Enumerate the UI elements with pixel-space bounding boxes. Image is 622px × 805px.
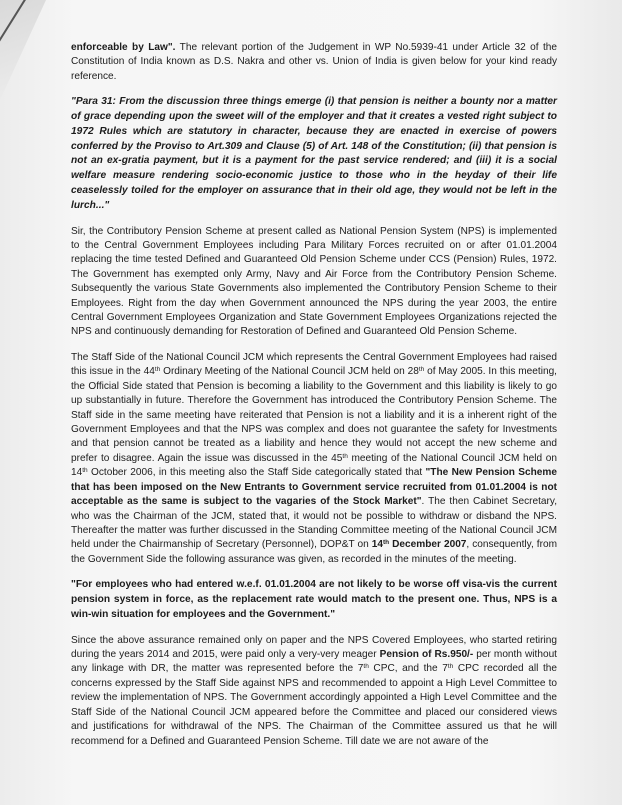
text-span: CPC, and the 7 <box>368 663 448 675</box>
text-span: . The then Cabinet Secretary, who was the Chairman of the JCM, stated that, it would not be possible to withdraw or disband the NPS. Thereafter the matter was further discussed in the Standing Committee meeting of the National Council JCM held under the Chairmanship of Secretary (Personnel), DOP&T on <box>71 496 557 551</box>
bold-date <box>372 539 467 550</box>
bold-phrase: Pension of Rs.950/- <box>379 648 474 660</box>
text-span: 14 <box>371 539 383 551</box>
superscript: th <box>418 366 425 374</box>
paragraph-jcm-history <box>71 351 557 567</box>
paragraph-7th-cpc <box>71 634 557 749</box>
text-span: Ordinary Meeting of the National Council JCM held on 28 <box>160 366 419 378</box>
text-span: CPC recorded all the concerns expressed by the Staff Side against NPS and recommended to appoint a High Level Committee to review the implementation of NPS. The Government accordingly appointed a High Level Committee and the Staff Side of the National Council JCM appeared before the Committee and placed our considered views and justifications for withdrawal of the NPS. The Chairman of the Committee assured us that he will recommend for a Defined and Guaranteed Pension Scheme. Till date we are not aware of the <box>71 663 557 747</box>
paragraph-nps-intro: Sir, the Contributory Pension Scheme at present called as National Pension System (NPS) is implemented to the Central Government Employees including Para Military Forces recruited on or after 01.01.2004 replacing the time tested Defined and Guaranteed Old Pension Scheme under CCS (Pension) Rules, 1972. The Government has exempted only Army, Navy and Air Force from the Contributory Pension Scheme. Subsequently the various State Governments also implemented the Contributory Pension Scheme to their Employees. Right from the day when Government announced the NPS during the year 2003, the entire Central Government Employees Organization and State Government Employees Organizations rejected the NPS and continuously demanding for Restoration of Defined and Guaranteed Old Pension Scheme. <box>71 225 557 338</box>
superscript: th <box>82 467 88 475</box>
text-span: of May 2005. In this meeting, the Official Side stated that Pension is becoming a liability to the Government and this liability is likely to go up substantially in future. Therefore the Government has introduced the Contributory Pension Scheme. The Staff side in the same meeting have reiterated that Pension is not a liability and it is a inherent right of the Government Employees and that the NPS was complex and does not guarantee the safety for Investments and that pension cannot be treated as a liability and hence they would not accept the new scheme and prefer to disagree. Again the issue was discussed in the 45 <box>71 366 557 464</box>
paragraph-text: The relevant portion of the Judgement in WP No.5939-41 under Article 32 of the Constitution of India known as D.S. Nakra and other vs. Union of India is given below for your kind ready reference. <box>71 42 557 82</box>
bold-phrase: "The New Pension Scheme that has been imposed on the New Entrants to Government service recruited from 01.01.2004 is not acceptable as the same is subject to the vagaries of the Stock Market" <box>71 467 558 508</box>
superscript: th <box>154 366 161 374</box>
quote-para-31: "Para 31: From the discussion three things emerge (i) that pension is neither a bounty nor a matter of grace depending upon the sweet will of the employer and that it creates a vested right subject to 1972 Rules which are statutory in character, because they are enacted in exercise of powers conferred by the Proviso to Art.309 and Clause (5) of Art. 148 of the Constitution; (ii) that pension is not an ex-gratia payment, but it is a payment for the past service rendered; and (iii) it is a social welfare measure rendering socio-economic justice to those who in the heyday of their life ceaselessly toiled for the employer on assurance that in their old age, they would not be left in the lurch..." <box>71 96 557 211</box>
text-span: December 2007 <box>389 539 467 551</box>
paragraph-judgement-reference <box>71 41 557 84</box>
superscript: th <box>382 539 390 547</box>
superscript: th <box>363 663 369 671</box>
text-span: , consequently, from the Government Side the following assurance was given, as recorded in the minutes of the meeting. <box>71 539 557 565</box>
text-span: Since the above assurance remained only on paper and the NPS Covered Employees, who started retiring during the years 2014 and 2015, were paid only a very-very meager <box>71 634 557 660</box>
text-span: meeting of the National Council JCM held on 14 <box>71 452 557 479</box>
text-span: The Staff Side of the National Council JCM which represents the Central Government Employees had raised this issue in the 44 <box>71 351 557 378</box>
text-span: October 2006, in this meeting also the Staff Side categorically stated that <box>87 467 426 479</box>
quote-government-assurance: "For employees who had entered w.e.f. 01.01.2004 are not likely to be worse off visa-vis the current pension system in force, as the replacement rate would match to the present one. Thus, NPS is a win-win situation for employees and the Government." <box>71 579 557 620</box>
document-body <box>71 41 557 760</box>
superscript: th <box>342 452 348 460</box>
bold-phrase: enforceable by Law". <box>71 42 176 53</box>
superscript: th <box>447 663 454 671</box>
folded-page-corner <box>0 0 46 100</box>
text-span: per month without any linkage with DR, the matter was represented before the 7 <box>71 648 557 675</box>
